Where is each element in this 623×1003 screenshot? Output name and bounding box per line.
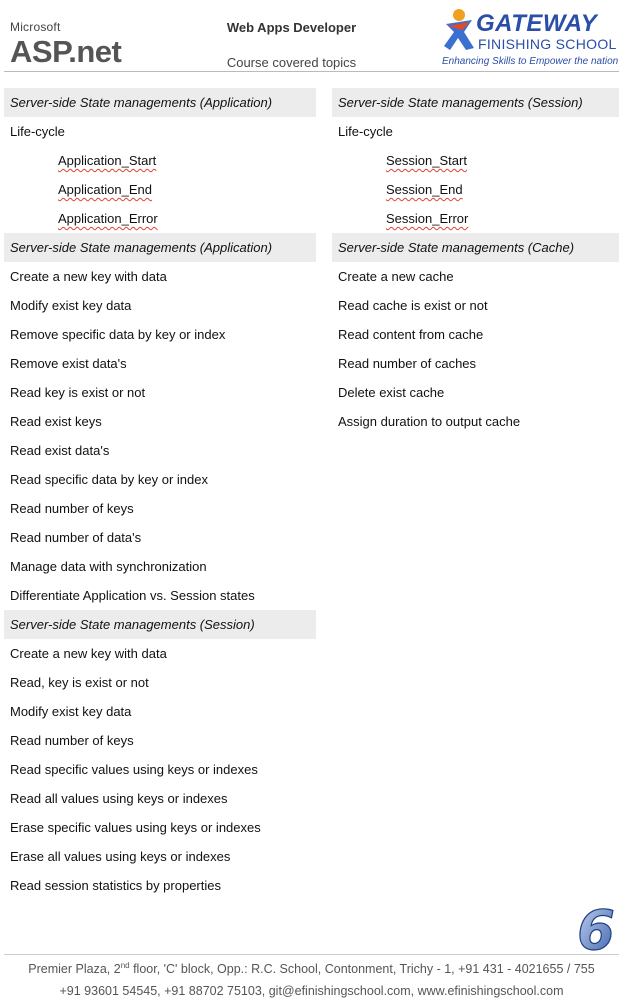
topic-item [332,262,619,291]
topic-item [4,813,316,842]
topic-item [4,349,316,378]
section-heading [332,233,619,262]
row-text: Server-side State managements (Session) [338,95,583,110]
row-text: Read, key is exist or not [10,675,149,690]
row-text: Session_Start [386,153,467,168]
footer-address-b: floor, 'C' block, Opp.: R.C. School, Contonment, Trichy - 1, +91 431 - 4021655 / 755 [129,962,595,977]
row-text: Remove specific data by key or index [10,327,226,342]
topic-item [332,117,619,146]
section-heading [4,233,316,262]
right-column [332,88,619,436]
row-text: Application_End [58,182,152,197]
page-number-badge [576,902,616,954]
row-text: Session_End [386,182,463,197]
row-text: Remove exist data's [10,356,127,371]
row-text: Read specific data by key or index [10,472,208,487]
row-text: Modify exist key data [10,704,132,719]
aspnet-wordmark: ASP.net [10,34,122,69]
document-title: Web Apps Developer [226,20,357,35]
row-text: Erase all values using keys or indexes [10,849,231,864]
row-text: Session_Error [386,211,469,226]
header-divider [4,71,619,72]
lifecycle-event [4,146,316,175]
topic-item [4,407,316,436]
row-text: Create a new key with data [10,646,167,661]
topic-item [4,755,316,784]
topic-item [4,581,316,610]
row-text: Read all values using keys or indexes [10,791,228,806]
topic-item [4,726,316,755]
section-heading [4,610,316,639]
topic-item [4,639,316,668]
row-text: Read key is exist or not [10,385,146,400]
row-text: Server-side State managements (Session) [10,617,255,632]
section-heading [332,88,619,117]
footer-divider [4,954,619,955]
row-text: Read number of keys [10,501,134,516]
row-text: Read content from cache [338,327,484,342]
topic-item [4,262,316,291]
brand-school: FINISHING SCHOOL [478,36,617,52]
topic-item [4,871,316,900]
row-text: Application_Start [58,153,157,168]
row-text: Delete exist cache [338,385,445,400]
row-text: Create a new cache [338,269,454,284]
topic-item [332,407,619,436]
topic-item [4,117,316,146]
topic-item [4,784,316,813]
row-text: Manage data with synchronization [10,559,207,574]
row-text: Life-cycle [10,124,65,139]
topic-item [4,842,316,871]
microsoft-label: Microsoft [10,20,61,34]
topic-item [4,668,316,697]
row-text: Server-side State managements (Application) [10,240,273,255]
row-text: Modify exist key data [10,298,132,313]
row-text: Application_Error [58,211,158,226]
topic-item [332,349,619,378]
left-column [4,88,316,900]
section-heading [4,88,316,117]
row-text: Read number of data's [10,530,142,545]
topic-item [4,523,316,552]
lifecycle-event [4,204,316,233]
lifecycle-event [4,175,316,204]
row-text: Server-side State managements (Cache) [338,240,575,255]
page-number: 6 [577,902,615,954]
row-text: Read number of keys [10,733,134,748]
row-text: Read cache is exist or not [338,298,488,313]
row-text: Create a new key with data [10,269,167,284]
lifecycle-event [332,175,619,204]
gateway-logo [440,6,620,70]
row-text: Assign duration to output cache [338,414,521,429]
lifecycle-event [332,204,619,233]
topic-item [4,465,316,494]
footer-address-sup: nd [120,961,130,970]
row-text: Read number of caches [338,356,477,371]
gateway-figure-icon [442,8,478,54]
topic-item [332,378,619,407]
row-text: Read exist keys [10,414,102,429]
row-text: Read specific values using keys or indexes [10,762,258,777]
page-header [0,0,623,72]
row-text: Server-side State managements (Application) [10,95,273,110]
brand-tagline: Enhancing Skills to Empower the nation [442,56,619,67]
topic-item [4,320,316,349]
brand-name: GATEWAY [476,10,598,37]
row-text: Read exist data's [10,443,110,458]
topic-item [4,494,316,523]
row-text: Life-cycle [338,124,393,139]
row-text: Erase specific values using keys or indexes [10,820,261,835]
topic-item [4,378,316,407]
footer-address [0,961,623,976]
document-subtitle: Course covered topics [226,55,357,70]
topic-item [332,291,619,320]
topic-item [4,291,316,320]
topic-item [4,697,316,726]
topic-item [4,436,316,465]
footer-address-a: Premier Plaza, 2 [28,962,121,977]
topic-item [332,320,619,349]
lifecycle-event [332,146,619,175]
topic-item [4,552,316,581]
row-text: Differentiate Application vs. Session states [10,588,255,603]
footer-contacts: +91 93601 54545, +91 88702 75103, git@efinishingschool.com, www.efinishingschool.com [59,984,564,998]
row-text: Read session statistics by properties [10,878,221,893]
